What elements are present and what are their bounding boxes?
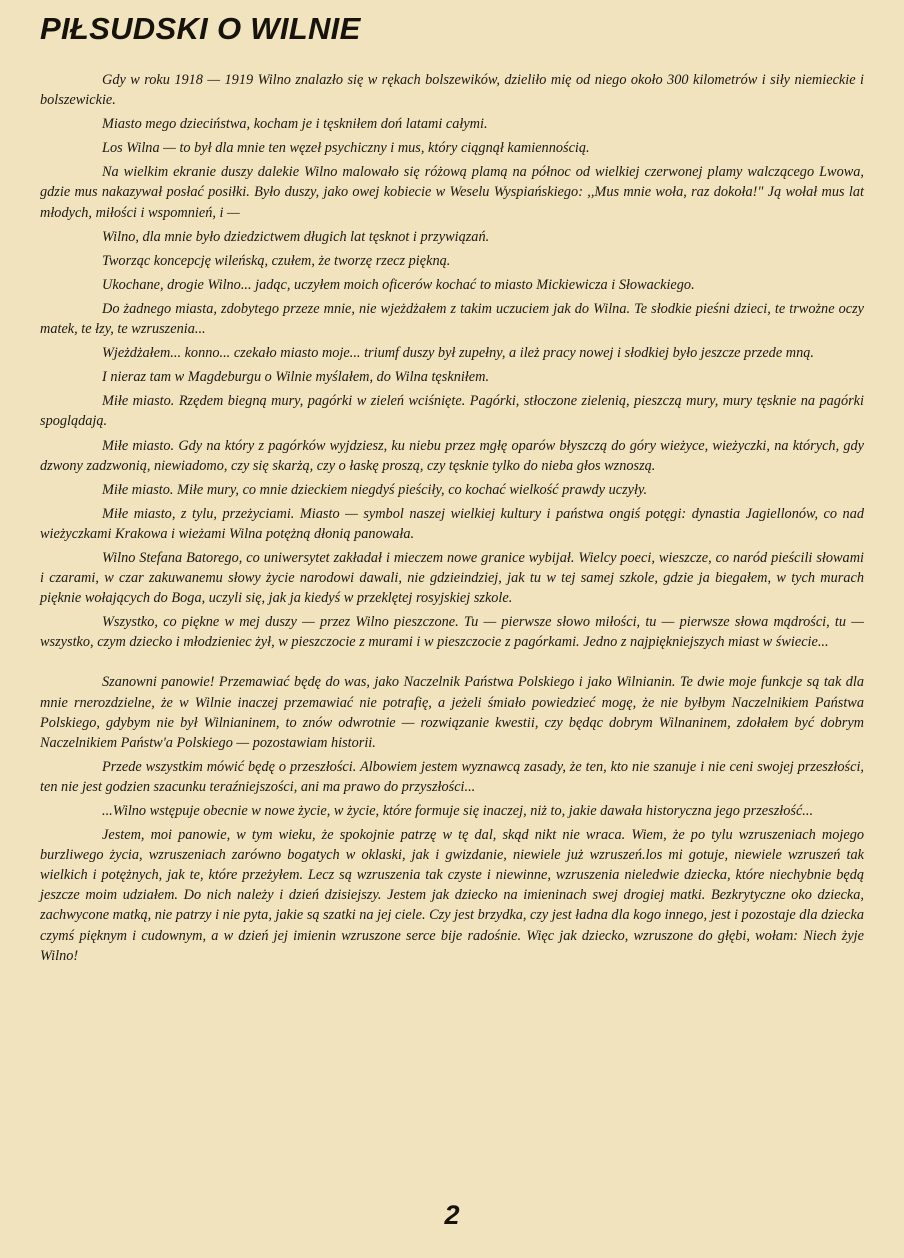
paragraph: Jestem, moi panowie, w tym wieku, że spokojnie patrzę w tę dal, skąd nikt nie wraca. Wiem, że po tylu wzruszeniach mojego burzliwego życia, wzruszeniach zarówno bogatych w oklaski, jak i gwizdanie, niewiele już wzruszeń.los mi gotuje, niewiele wzruszeń tak wielkich i potężnych, jak te, które przeżyłem. Lecz są wzruszenia tak czyste i niewinne, wzruszenia nieledwie dziecka, które niechybnie będą jeszcze moim udziałem. Do nich należy i dzień dzisiejszy. Jestem jak dziecko na imieninach swej drogiej matki. Bezkrytyczne oko dziecka, zachwycone matką, nie patrzy i nie pyta, jakie są szatki na jej ciele. Czy jest brzydka, czy jest ładna dla kogo innego, jest i pozostaje dla dziecka czymś pięknym i cudownym, a w dzień jej imienin wzruszone serce bije radośnie. Więc jak dziecko, wzruszone do głębi, wołam: Niech żyje Wilno! bbox=[40, 827, 864, 964]
page-title: PIŁSUDSKI O WILNIE bbox=[40, 11, 361, 46]
paragraph: Wilno, dla mnie było dziedzictwem długich lat tęsknot i przywiązań. bbox=[102, 228, 490, 245]
paragraph: Ukochane, drogie Wilno... jadąc, uczyłem moich oficerów kochać to miasto Mickiewicza i Słowackiego. bbox=[102, 276, 695, 293]
paragraph: Miasto mego dzieciństwa, kocham je i tęskniłem doń latami całymi. bbox=[102, 116, 488, 133]
article-body bbox=[40, 70, 864, 966]
paragraph: Wilno Stefana Batorego, co uniwersytet zakładał i mieczem nowe granice wybijał. Wielcy poeci, wieszcze, co naród pieścili słowami i czarami, w czar zakuwanemu słowy życie narodowi dawali, nie gdzieindziej, jak tu w tej samej szkole, gdzie ja biegałem, w tych murach pięknie wołających do Boga, uczyli się, jak ja kiedyś w przeklętej rosyjskiej szkole. bbox=[40, 549, 864, 607]
paragraph: Wjeżdżałem... konno... czekało miasto moje... triumf duszy był zupełny, a ileż pracy nowej i słodkiej było jeszcze przede mną. bbox=[102, 345, 814, 362]
paragraph: Wszystko, co piękne w mej duszy — przez Wilno pieszczone. Tu — pierwsze słowo miłości, tu — pierwsze słowa mądrości, tu — wszystko, czym dziecko i młodzieniec żył, w pieszczocie z murami i w pieszczocie z pagórkami. Jedno z najpiękniejszych miast w świecie... bbox=[40, 614, 864, 651]
paragraph: Miłe miasto, z tylu, przeżyciami. Miasto — symbol naszej wielkiej kultury i państwa ongiś potęgi: dynastia Jagiellonów, co nad wieżyczkami Krakowa i wieżami Wilna potężną dłonią panowała. bbox=[40, 505, 864, 542]
paragraph: Przede wszystkim mówić będę o przeszłości. Albowiem jestem wyznawcą zasady, że ten, kto nie szanuje i nie ceni swojej przeszłości, ten nie jest godzien szacunku teraźniejszości, ani ma prawo do przyszłości... bbox=[40, 758, 864, 795]
paragraph: Na wielkim ekranie duszy dalekie Wilno malowało się różową plamą na północ od wielkiej czerwonej plamy walczącego Lwowa, gdzie mus nakazywał posłać posiłki. Było duszy, jako owej kobiecie w Weselu Wyspiańskiego: ,,Mus mnie woła, raz dokoła!" Ją wołał mus lat młodych, miłości i wspomnień, i — bbox=[40, 164, 864, 221]
page-number: 2 bbox=[444, 1200, 460, 1230]
paragraph: Do żadnego miasta, zdobytego przeze mnie, nie wjeżdżałem z takim uczuciem jak do Wilna. Te słodkie pieśni dzieci, te trwożne oczy matek, te łzy, te wzruszenia... bbox=[40, 300, 864, 338]
paragraph: Tworząc koncepcję wileńską, czułem, że tworzę rzecz piękną. bbox=[102, 252, 451, 269]
paragraph: Miłe miasto. Rzędem biegną mury, pagórki w zieleń wciśnięte. Pagórki, stłoczone zielenią, pieszczą mury, mury tęsknie na pagórki spoglądają. bbox=[40, 393, 864, 430]
paragraph: I nieraz tam w Magdeburgu o Wilnie myślałem, do Wilna tęskniłem. bbox=[102, 369, 490, 386]
paragraph: Szanowni panowie! Przemawiać będę do was, jako Naczelnik Państwa Polskiego i jako Wilnianin. Te dwie moje funkcje są tak dla mnie rnerozdzielne, że w Wilnie inaczej przemawiać nie potrafię, a jeżeli śmiało powiedzieć mogę, że nie byłbym Naczelnikiem Państwa Polskiego, gdybym nie był Wilnianinem, to znów odwrotnie — rozwiązanie kwestii, czy będąc dobrym Wilnaninem, zdołałem być dobrym Naczelnikiem Państw'a Polskiego — pozostawiam historii. bbox=[40, 674, 864, 751]
paragraph: Miłe miasto. Gdy na który z pagórków wyjdziesz, ku niebu przez mgłę oparów błyszczą do góry wieżyce, wieżyczki, na których, gdy dzwony zadzwonią, niewiadomo, czy się skarżą, czy o łaskę proszą, czy tęsknie tylko do nieba głos wznoszą. bbox=[40, 437, 864, 474]
paragraph: Los Wilna — to był dla mnie ten węzeł psychiczny i mus, który ciągnął kamiennością. bbox=[102, 140, 590, 157]
paragraph: ...Wilno wstępuje obecnie w nowe życie, w życie, które formuje się inaczej, niż to, jakie dawała historyczna jego przeszłość... bbox=[102, 803, 814, 819]
paragraph: Miłe miasto. Miłe mury, co mnie dzieckiem niegdyś pieściły, co kochać wielkość prawdy uczyły. bbox=[102, 481, 648, 498]
paragraph: Gdy w roku 1918 — 1919 Wilno znalazło się w rękach bolszewików, dzieliło mię od niego około 300 kilometrów i siły niemieckie i bolszewickie. bbox=[40, 72, 864, 109]
